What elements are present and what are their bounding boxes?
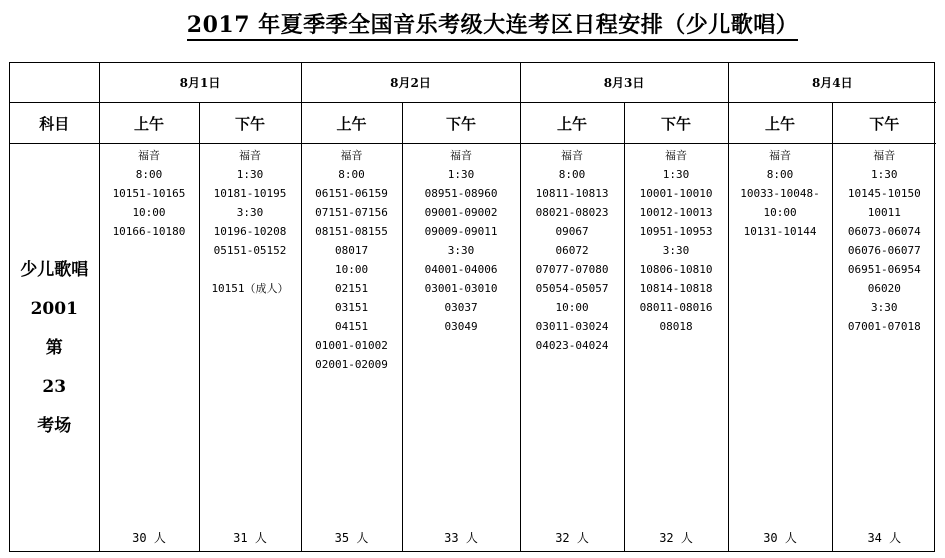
slot-cell (199, 144, 301, 553)
half-day-header: 上午 (301, 103, 402, 144)
slot-cell (624, 144, 728, 553)
schedule-entry: 10806-10810 (639, 263, 713, 276)
schedule-entry: 10:00 (763, 206, 797, 219)
schedule-entry: 08021-08023 (535, 206, 609, 219)
schedule-entry: 06951-06954 (847, 263, 921, 276)
schedule-entry: 1:30 (447, 168, 475, 181)
schedule-entry: 06073-06074 (847, 225, 921, 238)
subject-line: 少儿歌唱 (20, 259, 89, 280)
schedule-entry: 05151-05152 (213, 244, 287, 257)
entry-list (302, 144, 402, 374)
schedule-entry: 10011 (867, 206, 901, 219)
schedule-entry: 07151-07156 (315, 206, 388, 219)
schedule-entry: 福音 (138, 149, 160, 162)
schedule-entry: 10145-10150 (847, 187, 921, 200)
slot-cell (832, 144, 936, 553)
schedule-entry: 04023-04024 (535, 339, 609, 352)
schedule-entry: 1:30 (236, 168, 264, 181)
schedule-entry: 09067 (555, 225, 589, 238)
slot-cell (99, 144, 199, 553)
participant-count: 32 人 (555, 531, 589, 545)
schedule-entry: 03001-03010 (424, 282, 498, 295)
schedule-entry: 05054-05057 (535, 282, 609, 295)
participant-count: 31 人 (233, 531, 267, 545)
participant-count: 30 人 (132, 531, 166, 545)
schedule-entry: 07077-07080 (535, 263, 609, 276)
schedule-entry: 08951-08960 (424, 187, 498, 200)
schedule-entry: 10181-10195 (213, 187, 287, 200)
schedule-entry: 06072 (555, 244, 589, 257)
schedule-entry: 08018 (659, 320, 693, 333)
participant-count: 35 人 (334, 531, 369, 545)
date-header-row (10, 63, 936, 103)
half-day-header-row (10, 103, 936, 144)
participant-count: 32 人 (659, 531, 693, 545)
date-header: 8月4日 (728, 63, 936, 103)
schedule-entry: 06020 (867, 282, 901, 295)
subject-line: 23 (42, 376, 67, 397)
schedule-body-row (10, 144, 936, 553)
schedule-entry: 04001-04006 (424, 263, 498, 276)
slot-cell (301, 144, 402, 553)
subject-line: 第 (45, 337, 63, 358)
half-day-header: 下午 (402, 103, 520, 144)
subject-cell (10, 144, 99, 553)
schedule-entry: 04151 (334, 320, 369, 333)
schedule-entry: 06151-06159 (315, 187, 388, 200)
schedule-entry: 8:00 (135, 168, 163, 181)
schedule-entry: 1:30 (871, 168, 898, 181)
schedule-entry: 福音 (769, 149, 792, 162)
entry-list (729, 144, 832, 241)
schedule-entry: 3:30 (236, 206, 264, 219)
schedule-entry: 09009-09011 (424, 225, 498, 238)
entry-list (100, 144, 199, 241)
schedule-entry: 03049 (444, 320, 478, 333)
schedule-entry: 1:30 (662, 168, 690, 181)
schedule-entry: 3:30 (662, 244, 690, 257)
schedule-entry: 02151 (334, 282, 369, 295)
schedule-entry (200, 260, 301, 279)
schedule-entry: 10:00 (555, 301, 589, 314)
date-header: 8月1日 (99, 63, 301, 103)
entry-list (521, 144, 624, 355)
schedule-entry: 福音 (239, 149, 261, 162)
subject-line: 2001 (30, 298, 78, 319)
subject-header: 科目 (10, 103, 99, 144)
slot-cell (728, 144, 832, 553)
schedule-entry: 10012-10013 (639, 206, 713, 219)
schedule-entry: 10814-10818 (639, 282, 713, 295)
half-day-header: 上午 (728, 103, 832, 144)
corner-cell (10, 63, 99, 103)
date-header: 8月2日 (301, 63, 520, 103)
entry-list (625, 144, 728, 336)
schedule-entry: 10:00 (132, 206, 166, 219)
schedule-entry: 福音 (340, 149, 363, 162)
slot-cell (520, 144, 624, 553)
schedule-entry: 10811-10813 (535, 187, 609, 200)
schedule-entry: 10033-10048- (740, 187, 820, 200)
schedule-entry: 06076-06077 (847, 244, 921, 257)
schedule-entry: 10001-10010 (639, 187, 713, 200)
schedule-entry: 8:00 (766, 168, 794, 181)
entry-list (200, 144, 301, 298)
entry-list (833, 144, 937, 336)
schedule-entry: 3:30 (871, 301, 898, 314)
schedule-entry: 8:00 (338, 168, 365, 181)
schedule-entry: 福音 (873, 149, 896, 162)
schedule-entry: 02001-02009 (315, 358, 388, 371)
schedule-entry: 10166-10180 (112, 225, 186, 238)
half-day-header: 下午 (199, 103, 301, 144)
schedule-entry: 8:00 (558, 168, 586, 181)
schedule-entry: 10196-10208 (213, 225, 287, 238)
schedule-entry: 03011-03024 (535, 320, 609, 333)
schedule-table (9, 62, 935, 552)
schedule-entry: 03037 (444, 301, 478, 314)
schedule-entry: 08017 (334, 244, 369, 257)
half-day-header: 上午 (99, 103, 199, 144)
schedule-entry: 福音 (450, 149, 473, 162)
schedule-entry: 09001-09002 (424, 206, 498, 219)
slot-cell (402, 144, 520, 553)
entry-list (403, 144, 520, 336)
schedule-entry: 3:30 (447, 244, 475, 257)
half-day-header: 下午 (832, 103, 936, 144)
schedule-entry: 福音 (665, 149, 688, 162)
participant-count: 33 人 (444, 531, 478, 545)
schedule-entry: 10131-10144 (743, 225, 817, 238)
participant-count: 34 人 (867, 531, 902, 545)
date-header: 8月3日 (520, 63, 728, 103)
subject-line: 考场 (37, 415, 72, 436)
schedule-entry: 10:00 (334, 263, 369, 276)
page-title (0, 8, 945, 39)
schedule-entry: 08151-08155 (315, 225, 388, 238)
schedule-entry: 07001-07018 (847, 320, 921, 333)
schedule-entry: 福音 (561, 149, 584, 162)
schedule-entry: 03151 (334, 301, 369, 314)
schedule-entry: 10951-10953 (639, 225, 713, 238)
schedule-entry: 10151（成人） (211, 282, 289, 295)
schedule-entry: 08011-08016 (639, 301, 713, 314)
half-day-header: 上午 (520, 103, 624, 144)
title-text: 2017 年夏季季全国音乐考级大连考区日程安排（少儿歌唱） (187, 12, 798, 41)
schedule-entry: 01001-01002 (315, 339, 388, 352)
schedule-entry: 10151-10165 (112, 187, 186, 200)
half-day-header: 下午 (624, 103, 728, 144)
participant-count: 30 人 (763, 531, 797, 545)
